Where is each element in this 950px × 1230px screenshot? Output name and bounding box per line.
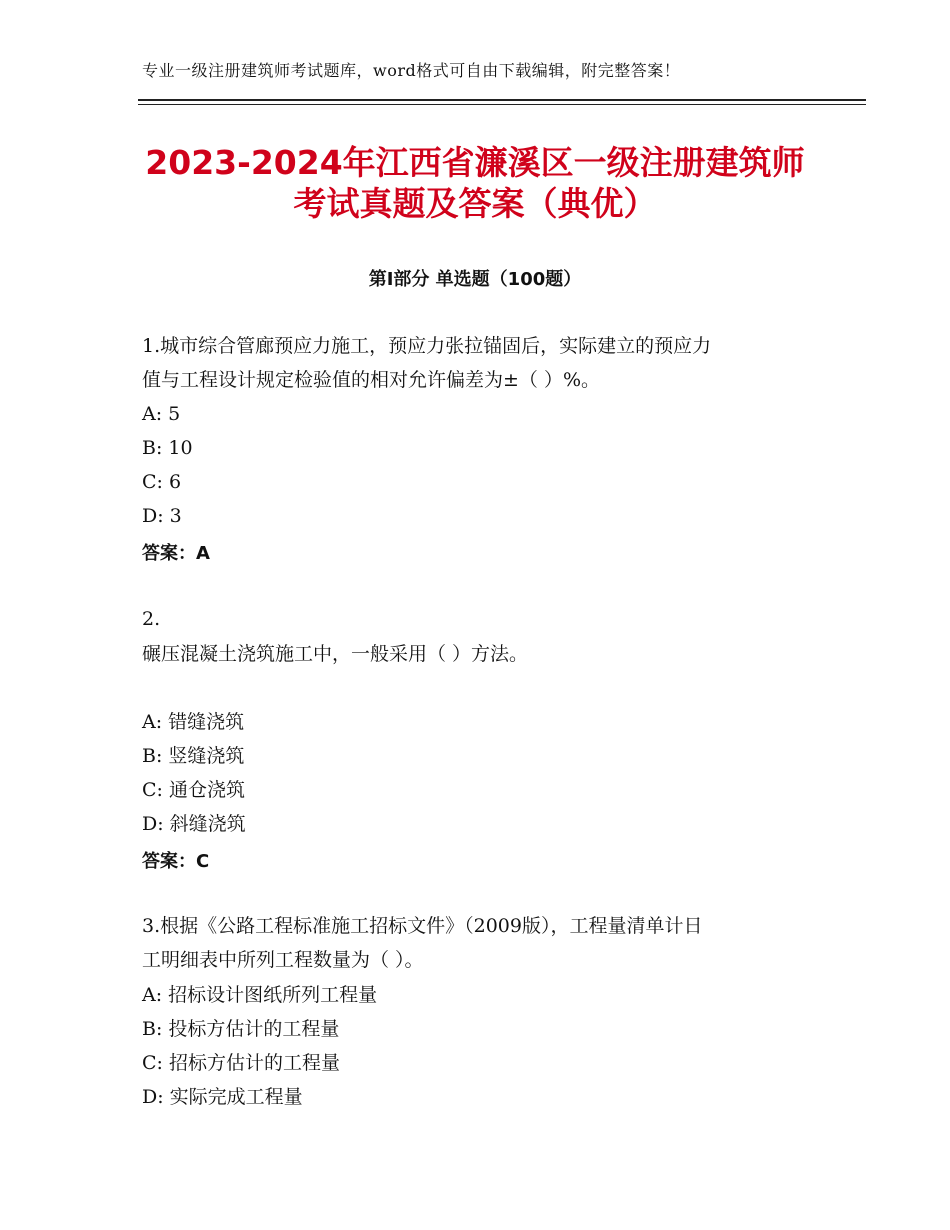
question-3-option-a: A: 招标设计图纸所列工程量 [142, 984, 378, 1006]
question-3-option-d: D: 实际完成工程量 [142, 1086, 303, 1108]
section-heading: 第Ⅰ部分 单选题（100题） [368, 269, 582, 290]
question-2-option-d: D: 斜缝浇筑 [142, 813, 246, 835]
header-rule-thin [138, 104, 866, 105]
question-2-option-c: C: 通仓浇筑 [142, 779, 245, 801]
question-2-stem: 碾压混凝土浇筑施工中，一般采用（ ）方法。 [142, 643, 529, 665]
question-3-stem-line-2: 工明细表中所列工程数量为（ ）。 [142, 949, 424, 971]
question-1-option-c: C: 6 [142, 471, 182, 493]
question-2-answer: 答案：C [142, 851, 210, 872]
title-line-2: 考试真题及答案（典优） [293, 184, 657, 223]
question-1-stem-line-2: 值与工程设计规定检验值的相对允许偏差为±（ ）%。 [142, 369, 601, 391]
question-2-option-b: B: 竖缝浇筑 [142, 745, 245, 767]
question-1-option-d: D: 3 [142, 505, 182, 527]
question-3-stem-line-1: 3.根据《公路工程标准施工招标文件》（2009版），工程量清单计日 [142, 915, 703, 937]
question-2-option-a: A: 错缝浇筑 [142, 711, 245, 733]
question-1-option-b: B: 10 [142, 437, 193, 459]
question-1-answer: 答案：A [142, 543, 210, 564]
header-note: 专业一级注册建筑师考试题库，word格式可自由下载编辑，附完整答案！ [142, 61, 681, 80]
question-2-number: 2. [142, 608, 161, 630]
question-3-option-c: C: 招标方估计的工程量 [142, 1052, 340, 1074]
question-1-stem-line-1: 1.城市综合管廊预应力施工，预应力张拉锚固后，实际建立的预应力 [142, 335, 712, 357]
document-title [100, 142, 850, 224]
question-3-option-b: B: 投标方估计的工程量 [142, 1018, 340, 1040]
title-line-1: 2023-2024年江西省濂溪区一级注册建筑师 [145, 143, 805, 182]
header-rule-thick [138, 99, 866, 101]
question-1-option-a: A: 5 [142, 403, 181, 425]
